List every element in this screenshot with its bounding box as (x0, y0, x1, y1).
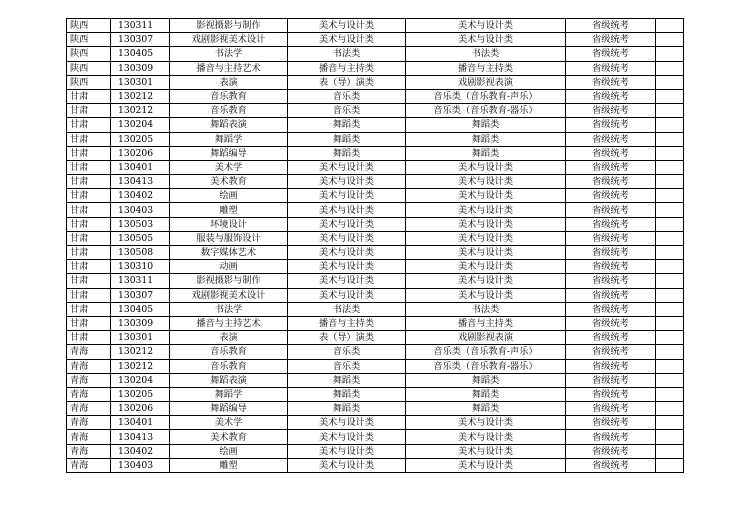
empty-cell (656, 302, 684, 316)
province-cell: 甘肃 (67, 189, 111, 203)
empty-cell (656, 47, 684, 61)
province-cell: 陕西 (67, 19, 111, 33)
exam-type-cell: 省级统考 (566, 47, 656, 61)
province-cell: 青海 (67, 444, 111, 458)
exam-category-cell: 美术与设计类 (288, 458, 406, 472)
exam-category-cell: 美术与设计类 (288, 203, 406, 217)
table-row (67, 416, 684, 430)
exam-category-cell: 美术与设计类 (288, 33, 406, 47)
exam-category-cell: 音乐类 (288, 104, 406, 118)
province-cell: 甘肃 (67, 316, 111, 330)
exam-category-cell: 美术与设计类 (288, 160, 406, 174)
major-code-cell: 130403 (111, 203, 170, 217)
province-cell: 甘肃 (67, 274, 111, 288)
exam-subject-cell: 舞蹈类 (406, 146, 566, 160)
exam-category-cell: 美术与设计类 (288, 217, 406, 231)
exam-category-cell: 舞蹈类 (288, 132, 406, 146)
table-row (67, 444, 684, 458)
exam-subject-cell: 音乐类（音乐教育-器乐） (406, 104, 566, 118)
province-cell: 青海 (67, 373, 111, 387)
exam-subject-cell: 戏剧影视表演 (406, 331, 566, 345)
major-name-cell: 音乐教育 (170, 359, 288, 373)
table-row (67, 217, 684, 231)
exam-type-cell: 省级统考 (566, 231, 656, 245)
exam-subject-cell: 美术与设计类 (406, 274, 566, 288)
table-row (67, 104, 684, 118)
exam-subject-cell: 书法类 (406, 302, 566, 316)
table-row (67, 61, 684, 75)
province-cell: 陕西 (67, 75, 111, 89)
exam-type-cell: 省级统考 (566, 246, 656, 260)
major-name-cell: 影视摄影与制作 (170, 19, 288, 33)
empty-cell (656, 288, 684, 302)
major-name-cell: 音乐教育 (170, 345, 288, 359)
major-code-cell: 130212 (111, 104, 170, 118)
empty-cell (656, 61, 684, 75)
exam-type-cell: 省级统考 (566, 458, 656, 472)
table-row (67, 246, 684, 260)
exam-category-cell: 舞蹈类 (288, 118, 406, 132)
table-row (67, 302, 684, 316)
major-code-cell: 130503 (111, 217, 170, 231)
province-cell: 甘肃 (67, 146, 111, 160)
exam-type-cell: 省级统考 (566, 288, 656, 302)
empty-cell (656, 373, 684, 387)
empty-cell (656, 203, 684, 217)
empty-cell (656, 387, 684, 401)
exam-subject-cell: 音乐类（音乐教育-器乐） (406, 359, 566, 373)
exam-category-cell: 美术与设计类 (288, 231, 406, 245)
province-cell: 青海 (67, 387, 111, 401)
major-name-cell: 绘画 (170, 189, 288, 203)
province-cell: 青海 (67, 416, 111, 430)
province-cell: 青海 (67, 359, 111, 373)
major-name-cell: 影视摄影与制作 (170, 274, 288, 288)
province-cell: 陕西 (67, 61, 111, 75)
major-name-cell: 书法学 (170, 302, 288, 316)
table-row (67, 146, 684, 160)
exam-category-cell: 表（导）演类 (288, 331, 406, 345)
exam-subject-cell: 美术与设计类 (406, 288, 566, 302)
exam-category-cell: 美术与设计类 (288, 288, 406, 302)
table-row (67, 189, 684, 203)
major-name-cell: 戏剧影视美术设计 (170, 33, 288, 47)
province-cell: 甘肃 (67, 175, 111, 189)
table-row (67, 316, 684, 330)
table-row (67, 402, 684, 416)
major-name-cell: 绘画 (170, 444, 288, 458)
exam-subject-cell: 戏剧影视表演 (406, 75, 566, 89)
province-cell: 甘肃 (67, 104, 111, 118)
admissions-table (66, 18, 684, 473)
table-row (67, 160, 684, 174)
major-code-cell: 130508 (111, 246, 170, 260)
exam-type-cell: 省级统考 (566, 345, 656, 359)
table-row (67, 373, 684, 387)
exam-category-cell: 美术与设计类 (288, 416, 406, 430)
exam-type-cell: 省级统考 (566, 104, 656, 118)
exam-subject-cell: 美术与设计类 (406, 246, 566, 260)
major-name-cell: 环境设计 (170, 217, 288, 231)
exam-category-cell: 播音与主持类 (288, 316, 406, 330)
major-code-cell: 130311 (111, 274, 170, 288)
exam-category-cell: 书法类 (288, 302, 406, 316)
exam-type-cell: 省级统考 (566, 444, 656, 458)
exam-category-cell: 美术与设计类 (288, 175, 406, 189)
exam-subject-cell: 音乐类（音乐教育-声乐） (406, 89, 566, 103)
table-row (67, 430, 684, 444)
major-name-cell: 美术教育 (170, 175, 288, 189)
empty-cell (656, 345, 684, 359)
major-code-cell: 130402 (111, 189, 170, 203)
major-name-cell: 表演 (170, 331, 288, 345)
exam-subject-cell: 美术与设计类 (406, 19, 566, 33)
empty-cell (656, 19, 684, 33)
exam-category-cell: 播音与主持类 (288, 61, 406, 75)
exam-category-cell: 美术与设计类 (288, 246, 406, 260)
exam-subject-cell: 舞蹈类 (406, 387, 566, 401)
exam-type-cell: 省级统考 (566, 203, 656, 217)
province-cell: 甘肃 (67, 132, 111, 146)
major-code-cell: 130402 (111, 444, 170, 458)
exam-subject-cell: 播音与主持类 (406, 316, 566, 330)
major-code-cell: 130413 (111, 175, 170, 189)
table-row (67, 132, 684, 146)
major-code-cell: 130212 (111, 89, 170, 103)
empty-cell (656, 189, 684, 203)
exam-type-cell: 省级统考 (566, 416, 656, 430)
major-code-cell: 130204 (111, 373, 170, 387)
exam-subject-cell: 美术与设计类 (406, 189, 566, 203)
major-name-cell: 服装与服饰设计 (170, 231, 288, 245)
exam-category-cell: 美术与设计类 (288, 19, 406, 33)
exam-subject-cell: 美术与设计类 (406, 160, 566, 174)
exam-category-cell: 舞蹈类 (288, 373, 406, 387)
empty-cell (656, 260, 684, 274)
province-cell: 青海 (67, 402, 111, 416)
exam-category-cell: 书法类 (288, 47, 406, 61)
exam-type-cell: 省级统考 (566, 274, 656, 288)
major-name-cell: 美术学 (170, 416, 288, 430)
major-code-cell: 130505 (111, 231, 170, 245)
admissions-table-page (66, 18, 683, 473)
province-cell: 陕西 (67, 33, 111, 47)
empty-cell (656, 402, 684, 416)
empty-cell (656, 160, 684, 174)
empty-cell (656, 316, 684, 330)
major-name-cell: 舞蹈编导 (170, 146, 288, 160)
empty-cell (656, 146, 684, 160)
empty-cell (656, 132, 684, 146)
exam-type-cell: 省级统考 (566, 33, 656, 47)
exam-type-cell: 省级统考 (566, 19, 656, 33)
empty-cell (656, 33, 684, 47)
empty-cell (656, 75, 684, 89)
exam-category-cell: 舞蹈类 (288, 146, 406, 160)
major-name-cell: 音乐教育 (170, 104, 288, 118)
empty-cell (656, 231, 684, 245)
province-cell: 甘肃 (67, 203, 111, 217)
exam-subject-cell: 舞蹈类 (406, 132, 566, 146)
major-name-cell: 舞蹈表演 (170, 118, 288, 132)
exam-type-cell: 省级统考 (566, 189, 656, 203)
province-cell: 陕西 (67, 47, 111, 61)
exam-category-cell: 美术与设计类 (288, 189, 406, 203)
province-cell: 甘肃 (67, 288, 111, 302)
major-name-cell: 雕塑 (170, 458, 288, 472)
major-name-cell: 数字媒体艺术 (170, 246, 288, 260)
major-code-cell: 130307 (111, 288, 170, 302)
major-name-cell: 播音与主持艺术 (170, 316, 288, 330)
province-cell: 甘肃 (67, 302, 111, 316)
table-row (67, 359, 684, 373)
major-name-cell: 书法学 (170, 47, 288, 61)
major-code-cell: 130311 (111, 19, 170, 33)
exam-subject-cell: 美术与设计类 (406, 33, 566, 47)
exam-category-cell: 音乐类 (288, 89, 406, 103)
exam-category-cell: 舞蹈类 (288, 387, 406, 401)
exam-subject-cell: 美术与设计类 (406, 444, 566, 458)
exam-subject-cell: 书法类 (406, 47, 566, 61)
major-name-cell: 表演 (170, 75, 288, 89)
table-row (67, 175, 684, 189)
major-code-cell: 130309 (111, 61, 170, 75)
major-name-cell: 戏剧影视美术设计 (170, 288, 288, 302)
major-name-cell: 舞蹈表演 (170, 373, 288, 387)
major-name-cell: 播音与主持艺术 (170, 61, 288, 75)
exam-subject-cell: 音乐类（音乐教育-声乐） (406, 345, 566, 359)
major-name-cell: 舞蹈学 (170, 132, 288, 146)
major-code-cell: 130309 (111, 316, 170, 330)
exam-type-cell: 省级统考 (566, 331, 656, 345)
province-cell: 甘肃 (67, 118, 111, 132)
exam-category-cell: 美术与设计类 (288, 260, 406, 274)
exam-subject-cell: 美术与设计类 (406, 217, 566, 231)
exam-type-cell: 省级统考 (566, 146, 656, 160)
empty-cell (656, 246, 684, 260)
table-row (67, 387, 684, 401)
exam-category-cell: 美术与设计类 (288, 444, 406, 458)
exam-subject-cell: 舞蹈类 (406, 373, 566, 387)
empty-cell (656, 274, 684, 288)
major-code-cell: 130307 (111, 33, 170, 47)
table-row (67, 288, 684, 302)
exam-subject-cell: 美术与设计类 (406, 260, 566, 274)
empty-cell (656, 444, 684, 458)
table-row (67, 458, 684, 472)
empty-cell (656, 359, 684, 373)
province-cell: 青海 (67, 458, 111, 472)
exam-type-cell: 省级统考 (566, 302, 656, 316)
table-row (67, 118, 684, 132)
province-cell: 青海 (67, 345, 111, 359)
major-code-cell: 130206 (111, 402, 170, 416)
table-row (67, 345, 684, 359)
exam-type-cell: 省级统考 (566, 89, 656, 103)
province-cell: 甘肃 (67, 217, 111, 231)
major-code-cell: 130212 (111, 359, 170, 373)
exam-subject-cell: 美术与设计类 (406, 458, 566, 472)
major-code-cell: 130401 (111, 160, 170, 174)
exam-subject-cell: 美术与设计类 (406, 203, 566, 217)
exam-category-cell: 美术与设计类 (288, 430, 406, 444)
empty-cell (656, 217, 684, 231)
empty-cell (656, 118, 684, 132)
province-cell: 甘肃 (67, 160, 111, 174)
province-cell: 甘肃 (67, 231, 111, 245)
exam-type-cell: 省级统考 (566, 260, 656, 274)
table-row (67, 19, 684, 33)
exam-subject-cell: 美术与设计类 (406, 416, 566, 430)
exam-subject-cell: 舞蹈类 (406, 118, 566, 132)
exam-type-cell: 省级统考 (566, 61, 656, 75)
major-code-cell: 130403 (111, 458, 170, 472)
major-code-cell: 130205 (111, 132, 170, 146)
major-name-cell: 动画 (170, 260, 288, 274)
table-row (67, 260, 684, 274)
exam-category-cell: 舞蹈类 (288, 402, 406, 416)
exam-subject-cell: 美术与设计类 (406, 231, 566, 245)
exam-type-cell: 省级统考 (566, 118, 656, 132)
province-cell: 甘肃 (67, 331, 111, 345)
major-code-cell: 130401 (111, 416, 170, 430)
exam-type-cell: 省级统考 (566, 160, 656, 174)
province-cell: 甘肃 (67, 260, 111, 274)
empty-cell (656, 430, 684, 444)
table-row (67, 231, 684, 245)
major-name-cell: 雕塑 (170, 203, 288, 217)
province-cell: 青海 (67, 430, 111, 444)
exam-category-cell: 美术与设计类 (288, 274, 406, 288)
table-row (67, 89, 684, 103)
major-code-cell: 130206 (111, 146, 170, 160)
empty-cell (656, 175, 684, 189)
empty-cell (656, 89, 684, 103)
exam-category-cell: 音乐类 (288, 345, 406, 359)
empty-cell (656, 331, 684, 345)
province-cell: 甘肃 (67, 89, 111, 103)
major-code-cell: 130310 (111, 260, 170, 274)
exam-type-cell: 省级统考 (566, 430, 656, 444)
empty-cell (656, 458, 684, 472)
exam-category-cell: 音乐类 (288, 359, 406, 373)
table-row (67, 274, 684, 288)
major-name-cell: 美术教育 (170, 430, 288, 444)
major-code-cell: 130212 (111, 345, 170, 359)
empty-cell (656, 104, 684, 118)
exam-category-cell: 表（导）演类 (288, 75, 406, 89)
major-code-cell: 130405 (111, 302, 170, 316)
major-code-cell: 130301 (111, 75, 170, 89)
major-name-cell: 美术学 (170, 160, 288, 174)
exam-subject-cell: 美术与设计类 (406, 175, 566, 189)
table-row (67, 75, 684, 89)
table-row (67, 331, 684, 345)
major-code-cell: 130413 (111, 430, 170, 444)
exam-type-cell: 省级统考 (566, 132, 656, 146)
exam-type-cell: 省级统考 (566, 316, 656, 330)
major-name-cell: 舞蹈学 (170, 387, 288, 401)
major-name-cell: 舞蹈编导 (170, 402, 288, 416)
exam-type-cell: 省级统考 (566, 217, 656, 231)
table-row (67, 33, 684, 47)
province-cell: 甘肃 (67, 246, 111, 260)
exam-type-cell: 省级统考 (566, 359, 656, 373)
exam-type-cell: 省级统考 (566, 402, 656, 416)
major-name-cell: 音乐教育 (170, 89, 288, 103)
exam-type-cell: 省级统考 (566, 387, 656, 401)
major-code-cell: 130301 (111, 331, 170, 345)
exam-subject-cell: 美术与设计类 (406, 430, 566, 444)
exam-subject-cell: 舞蹈类 (406, 402, 566, 416)
empty-cell (656, 416, 684, 430)
exam-subject-cell: 播音与主持类 (406, 61, 566, 75)
table-row (67, 203, 684, 217)
exam-type-cell: 省级统考 (566, 75, 656, 89)
table-body (67, 19, 684, 473)
exam-type-cell: 省级统考 (566, 175, 656, 189)
major-code-cell: 130405 (111, 47, 170, 61)
major-code-cell: 130205 (111, 387, 170, 401)
exam-type-cell: 省级统考 (566, 373, 656, 387)
table-row (67, 47, 684, 61)
major-code-cell: 130204 (111, 118, 170, 132)
